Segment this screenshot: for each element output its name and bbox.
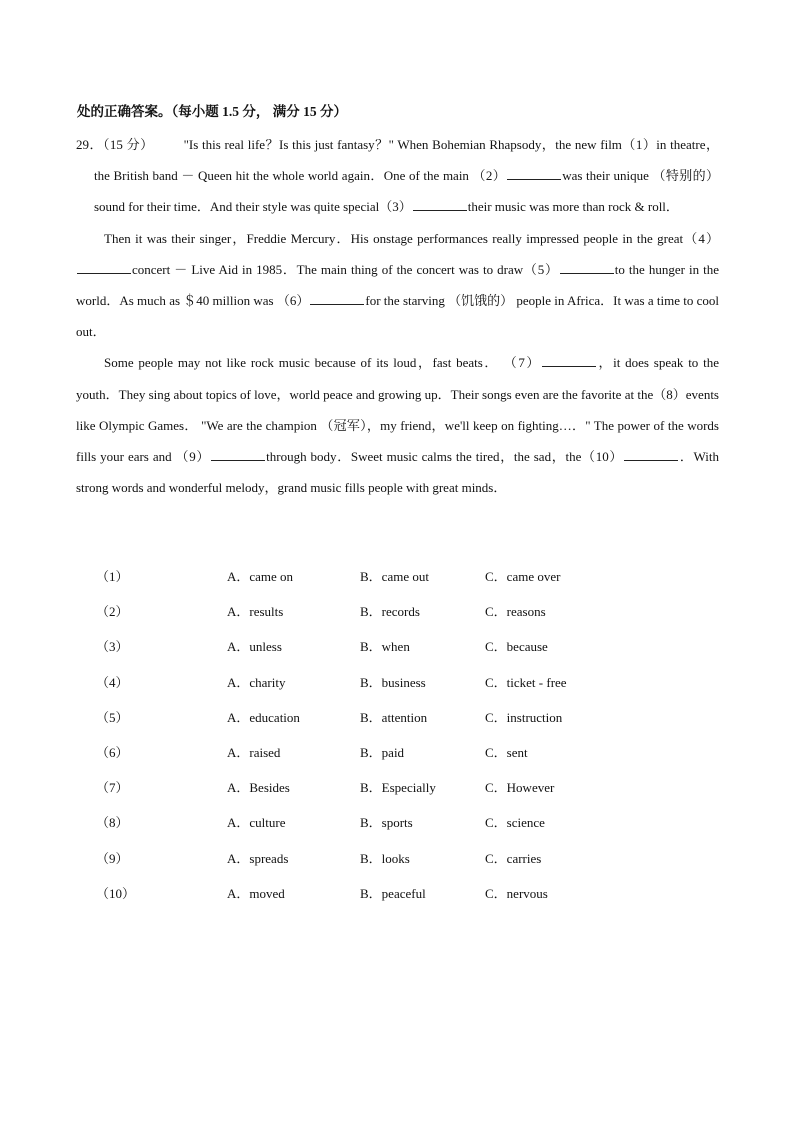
section-heading: 处的正确答案。（每小题 1.5 分， 满分 15 分） [77,104,347,119]
text-segment: their music was more than rock & roll． [467,199,679,215]
option-number: （9） [96,850,129,866]
option-row [96,672,696,707]
option-b[interactable]: B．business [360,674,426,690]
option-number: （8） [96,815,129,831]
option-row [96,636,696,671]
option-c[interactable]: C．carries [485,850,542,866]
text-segment: Some people may not like rock music because of its loud，fast beats． （7） [104,355,541,371]
option-c[interactable]: C．nervous [485,885,548,901]
option-c[interactable]: C．science [485,815,545,831]
text-segment: to the hunger in the world．As much as ＄40 million was （6） [76,261,719,309]
option-a[interactable]: A．education [227,709,300,725]
option-b[interactable]: B．when [360,639,410,655]
option-row [96,601,696,636]
option-number: （2） [96,604,129,620]
blank-6 [310,292,364,305]
option-a[interactable]: A．results [227,604,284,620]
option-b[interactable]: B．sports [360,815,413,831]
answer-options [96,566,696,918]
text-segment: ，it does speak to the youth．They sing about topics of love，world peace and growing up．Their songs even are the favorite at the（8）events like Olympic Games． "We are the champion （冠军），my friend，we'll keep on fighting…．" The power of the words fills your ears and （9） [76,355,719,465]
option-row [96,883,696,918]
option-c[interactable]: C．However [485,780,555,796]
option-c[interactable]: C．because [485,639,548,655]
option-a[interactable]: A．Besides [227,780,290,796]
option-number: （7） [96,780,129,796]
option-a[interactable]: A．came on [227,569,294,584]
option-b[interactable]: B．records [360,604,420,620]
option-c[interactable]: C．instruction [485,709,563,725]
option-number: （6） [96,744,129,760]
option-row [96,777,696,812]
option-number: （1） [96,569,129,584]
option-c[interactable]: C．came over [485,569,561,584]
option-a[interactable]: A．spreads [227,850,289,866]
option-c[interactable]: C．sent [485,744,528,760]
text-segment: through body．Sweet music calms the tired，the sad，the（10） [266,449,624,465]
option-c[interactable]: C．ticket - free [485,674,567,690]
option-number: （5） [96,709,129,725]
option-row [96,707,696,742]
option-row [96,848,696,883]
option-b[interactable]: B．paid [360,744,405,760]
text-segment: ．With strong words and wonderful melody，grand music fills people with great minds． [76,449,719,496]
option-number: （3） [96,639,129,655]
option-row [96,812,696,847]
option-b[interactable]: B．attention [360,709,428,725]
paragraph-3 [76,347,719,503]
text-segment: concert － Live Aid in 1985．The main thing of the concert was to draw（5） [132,261,559,277]
blank-10 [624,448,678,461]
paragraph-1 [76,129,719,223]
text-segment: "Is this real life？Is this just fantasy？" When Bohemian Rhapsody，the new film（1）in theatre，the British band － Queen hit the whole world again．One of the main （2） [94,137,719,184]
blank-5 [560,261,614,274]
option-b[interactable]: B．peaceful [360,885,426,901]
blank-2 [507,167,561,180]
option-c[interactable]: C．reasons [485,604,546,620]
option-b[interactable]: B．Especially [360,780,436,796]
option-a[interactable]: A．raised [227,744,281,760]
option-number: （4） [96,674,129,690]
cloze-passage [76,129,719,503]
paragraph-2 [76,223,719,348]
option-row [96,566,696,601]
option-row [96,742,696,777]
blank-4 [77,261,131,274]
text-segment: was their unique （特别的） sound for their time．And their style was quite special（3） [94,168,719,215]
option-a[interactable]: A．culture [227,815,286,831]
option-number: （10） [96,885,136,901]
option-b[interactable]: B．came out [360,569,429,584]
option-a[interactable]: A．charity [227,674,286,690]
option-b[interactable]: B．looks [360,850,410,866]
blank-7 [542,354,596,367]
text-segment: for the starving （饥饿的） people in Africa．It was a time to cool out． [76,293,720,340]
blank-3 [413,198,467,211]
question-number: 29．（15 分） [76,137,154,152]
blank-9 [211,448,265,461]
text-segment: Then it was their singer，Freddie Mercury．His onstage performances really impressed people in the great（4） [104,230,719,246]
option-a[interactable]: A．unless [227,639,282,655]
option-a[interactable]: A．moved [227,885,285,901]
